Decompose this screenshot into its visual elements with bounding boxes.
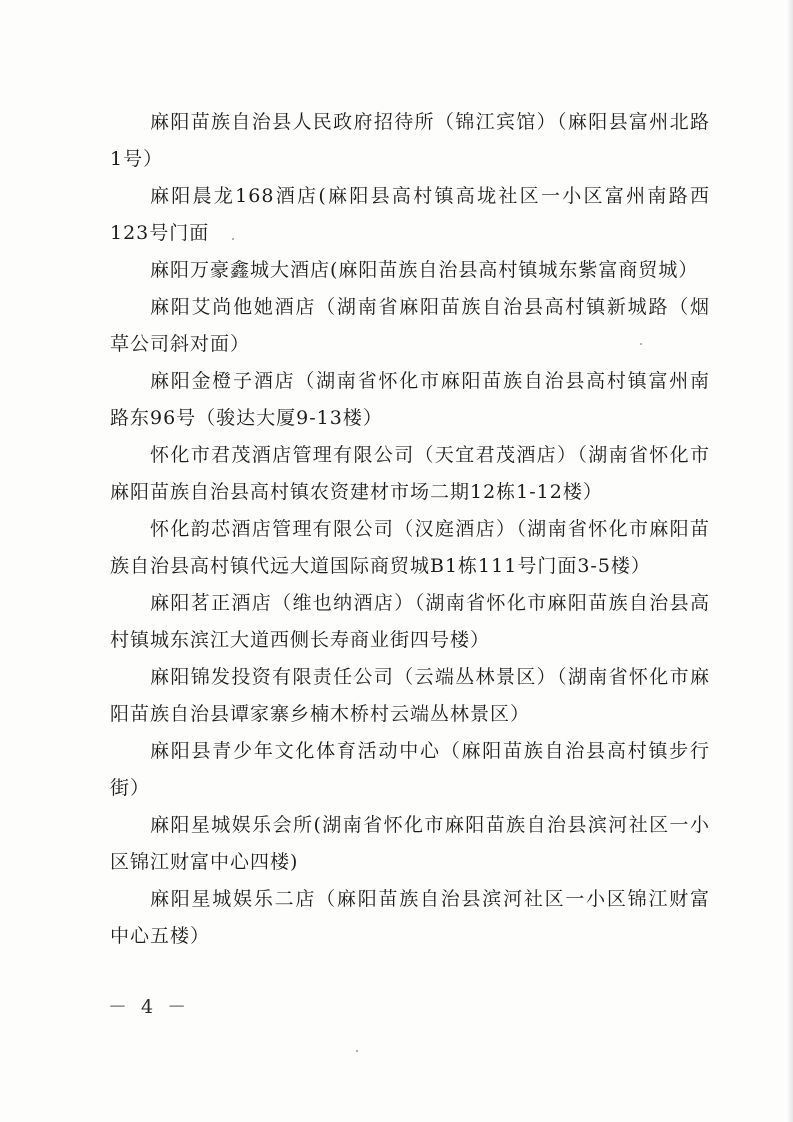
- page-number: － 4 －: [108, 996, 191, 1018]
- scan-speck: [640, 343, 642, 345]
- venue-name: 麻阳艾尚他她酒店: [150, 296, 317, 318]
- venue-name: 麻阳茗正酒店（维也纳酒店）: [150, 592, 415, 614]
- venue-name: 麻阳晨龙168酒店: [150, 185, 319, 207]
- list-item: [110, 659, 710, 733]
- venue-address: (麻阳县高村镇高垅社区一小区富州南路西123号门面: [110, 185, 711, 244]
- venue-list: [110, 104, 710, 955]
- venue-name: 麻阳锦发投资有限责任公司（云端丛林景区）: [150, 666, 558, 688]
- list-item: [110, 289, 710, 363]
- venue-name: 怀化韵芯酒店管理有限公司（汉庭酒店）: [150, 518, 517, 540]
- venue-address: （麻阳苗族自治县高村镇步行街）: [110, 740, 710, 799]
- venue-address: （麻阳县富州北路1号）: [110, 111, 710, 170]
- list-item: [110, 585, 710, 659]
- list-item: [110, 437, 710, 511]
- venue-name: 怀化市君茂酒店管理有限公司（天宜君茂酒店）: [150, 444, 578, 466]
- venue-address: （湖南省怀化市麻阳苗族自治县高村镇城东滨江大道西侧长寿商业街四号楼）: [110, 592, 710, 651]
- venue-address: (麻阳苗族自治县高村镇城东紫富商贸城）: [330, 259, 699, 281]
- venue-name: 麻阳苗族自治县人民政府招待所（锦江宾馆）: [150, 111, 558, 133]
- list-item: [110, 363, 710, 437]
- list-item: [110, 252, 710, 289]
- scan-edge-shadow: [787, 0, 793, 1122]
- venue-address: （湖南省怀化市麻阳苗族自治县谭家寨乡楠木桥村云端丛林景区）: [110, 666, 710, 725]
- venue-address: （湖南省麻阳苗族自治县高村镇新城路（烟草公司斜对面）: [110, 296, 710, 355]
- venue-name: 麻阳金橙子酒店: [150, 370, 296, 392]
- venue-address: （湖南省怀化市麻阳苗族自治县高村镇代远大道国际商贸城B1栋111号门面3-5楼）: [110, 518, 710, 577]
- venue-name: 麻阳县青少年文化体育活动中心: [150, 740, 441, 762]
- venue-name: 麻阳星城娱乐会所: [150, 814, 314, 836]
- list-item: [110, 807, 710, 881]
- list-item: [110, 178, 710, 252]
- venue-address: （湖南省怀化市麻阳苗族自治县高村镇富州南路东96号（骏达大厦9-13楼）: [110, 370, 710, 429]
- venue-name: 麻阳星城娱乐二店: [150, 888, 317, 910]
- scan-speck: [356, 1050, 358, 1052]
- list-item: [110, 733, 710, 807]
- list-item: [110, 511, 710, 585]
- venue-address: （湖南省怀化市麻阳苗族自治县高村镇农资建材市场二期12栋1-12楼）: [110, 444, 710, 503]
- venue-address: （麻阳苗族自治县滨河社区一小区锦江财富中心五楼）: [110, 888, 710, 947]
- venue-name: 麻阳万豪鑫城大酒店: [150, 259, 331, 281]
- list-item: [110, 881, 710, 955]
- list-item: [110, 104, 710, 178]
- scan-speck: [232, 238, 234, 240]
- venue-address: (湖南省怀化市麻阳苗族自治县滨河社区一小区锦江财富中心四楼): [110, 814, 710, 873]
